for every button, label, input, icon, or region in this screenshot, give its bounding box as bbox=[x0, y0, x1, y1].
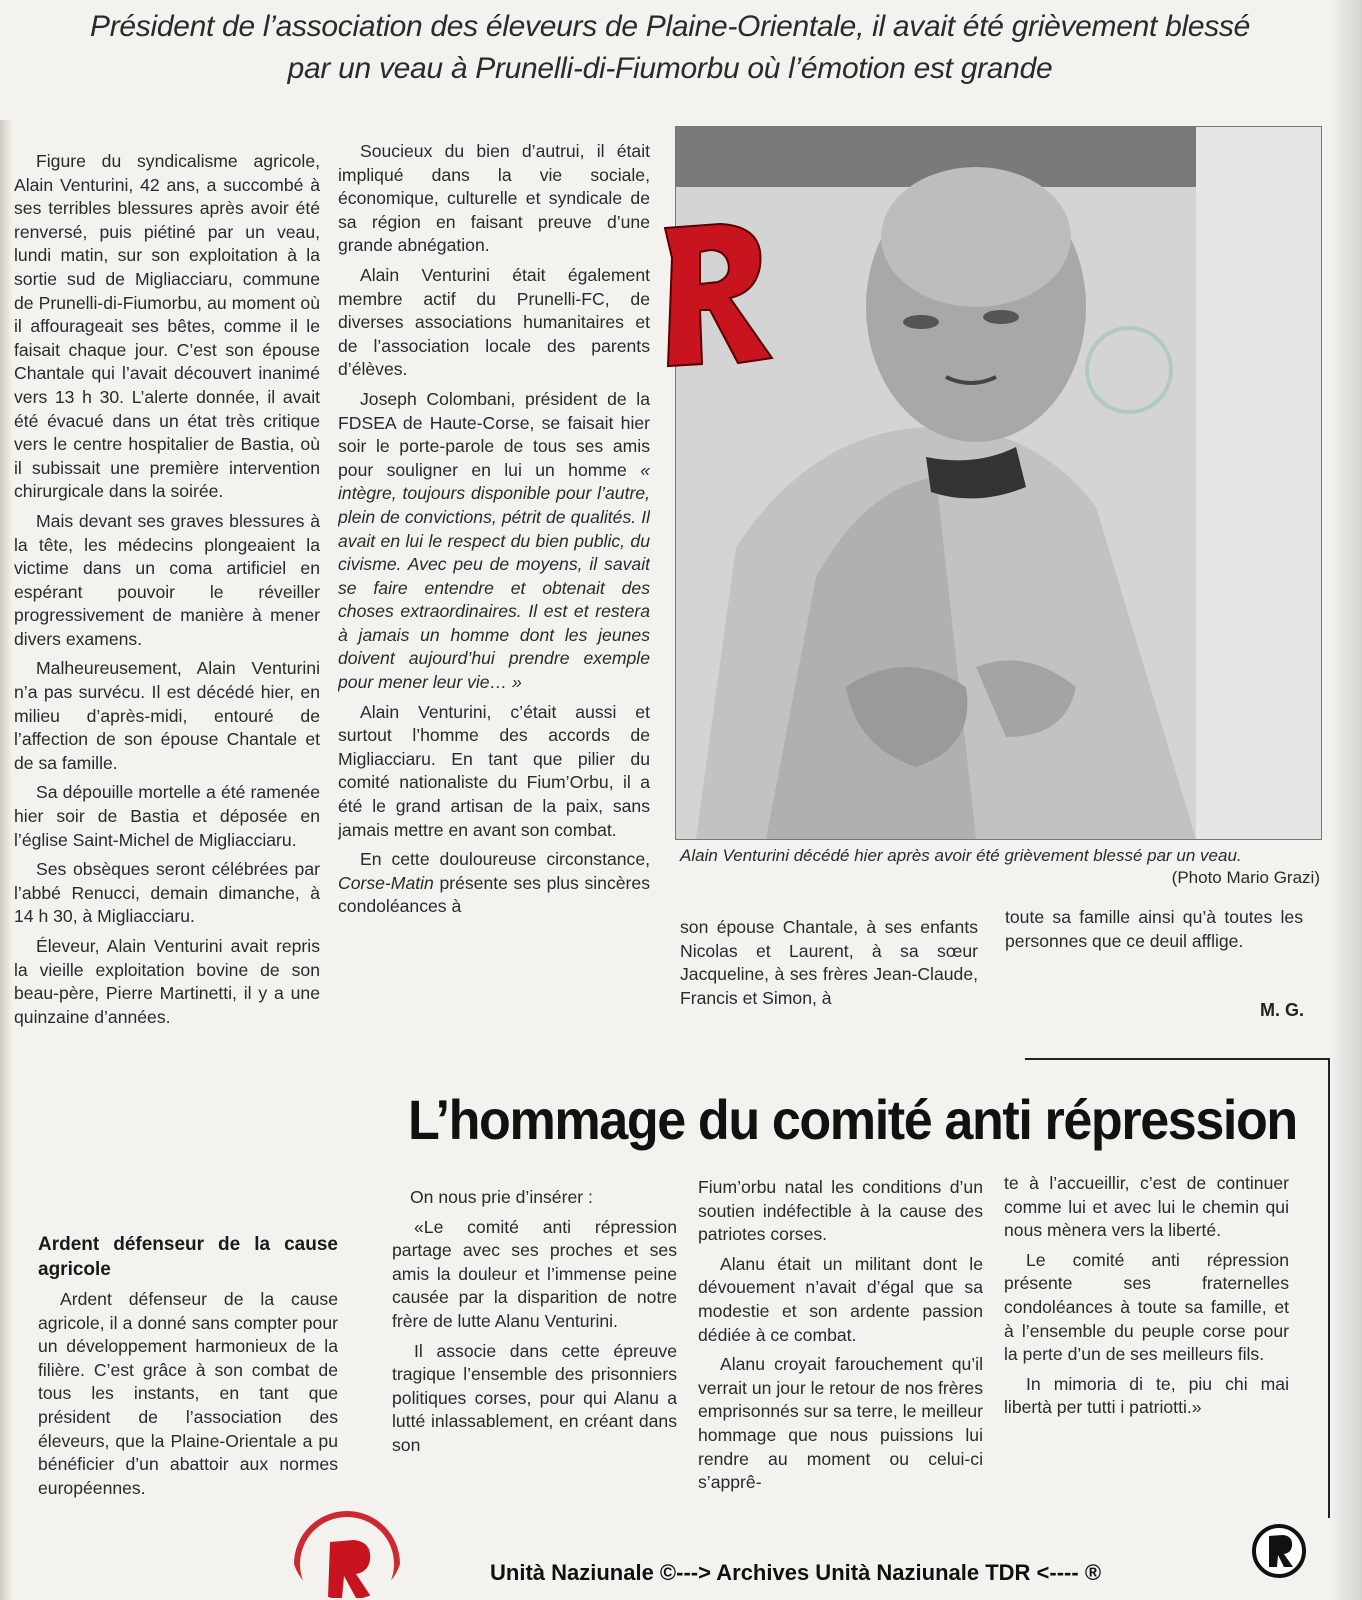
headline-line-1: Président de l’association des éleveurs de Plaine-Orientale, il avait été grièvement blessé bbox=[89, 10, 1250, 43]
condolence-after: présente ses plus sincères condoléances à bbox=[338, 872, 650, 917]
tribute-column-1 bbox=[392, 1186, 677, 1526]
paragraph: «Le comité anti répression partage avec ses proches et ses amis la douleur et l’immense peine causée par la disparition de notre frère de lutte Alanu Venturini. bbox=[392, 1216, 677, 1331]
condolence-before: En cette douloureuse circonstance, bbox=[360, 849, 650, 870]
paragraph: Le comité anti répression présente ses fraternelles condoléances à toute sa famille, et à l’ensemble du peuple corse pour la perte d’un de ses meilleurs fils. bbox=[1004, 1249, 1289, 1365]
quote-paragraph bbox=[338, 388, 650, 695]
paragraph: Éleveur, Alain Venturini avait repris la vieille exploitation bovine de son beau-père, Pierre Martinetti, il y a une quinzaine d’années. bbox=[14, 936, 320, 1027]
paragraph: Alain Venturini, c’était aussi et surtout l’homme des accords de Migliacciaru. En tant que pilier du comité nationaliste du Fium’Orbu, il a été le grand artisan de la paix, sans jamais mettre en avant son combat. bbox=[338, 701, 650, 840]
quote-text: « intègre, toujours disponible pour l’autre, plein de convictions, pétrit de qualités. Il avait en lui le respect du bien public, du civisme. Avec peu de moyens, il savait se faire entendre et obtenait des choses extraordinaires. Il est et restera à jamais un homme dont les jeunes doivent aujourd’hui prendre exemple pour mener leur vie… » bbox=[338, 459, 650, 693]
article-column-2 bbox=[338, 140, 650, 1030]
r-logo-icon bbox=[660, 218, 778, 368]
paragraph: Alanu croyait farouchement qu’il verrait un jour le retour de nos frères emprisonnés sur sa terre, le meilleur hommage que nous puissions lui rendre au moment ou celui-ci s’apprê- bbox=[698, 1354, 983, 1493]
article-column-1 bbox=[14, 150, 320, 1220]
article-column-4 bbox=[1005, 906, 1303, 996]
tribute-column-2 bbox=[698, 1176, 983, 1516]
photo-caption bbox=[680, 845, 1320, 889]
paragraph: Sa dépouille mortelle a été ramenée hier soir de Bastia et déposée en l’église Saint-Michel de Migliacciaru. bbox=[14, 782, 320, 850]
quote-intro: Joseph Colombani, président de la FDSEA de Haute-Corse, se faisait hier soir le porte-parole de tous ses amis pour souligner en lui un homme bbox=[338, 388, 650, 480]
paragraph: toute sa famille ainsi qu’à toutes les personnes que ce deuil afflige. bbox=[1005, 907, 1303, 951]
photo-credit: (Photo Mario Grazi) bbox=[1171, 868, 1320, 887]
paragraph: te à l’accueillir, c’est de continuer comme lui et avec lui le chemin qui nous mènera vers la liberté. bbox=[1004, 1173, 1289, 1241]
paragraph: Mais devant ses graves blessures à la tête, les médecins plongeaient la victime dans un coma artificiel en espérant pouvoir le réveiller progressivement de manière à mener divers examens. bbox=[14, 510, 320, 649]
paragraph: Il associe dans cette épreuve tragique l’ensemble des prisonniers politiques corses, pour qui Alanu a lutté inlassablement, en créant dans son bbox=[392, 1340, 677, 1455]
paragraph: Figure du syndicalisme agricole, Alain Venturini, 42 ans, a succombé à ses terribles blessures après avoir été renversé, puis piétiné par un veau, lundi matin, sur son exploitation à la sortie sud de Migliacciaru, commune de Prunelli-di-Fiumorbu, au moment où il affourageait ses bêtes, comme il le faisait chaque jour. C’est son épouse Chantale qui l’avait découvert inanimé vers 13 h 30. L’alerte donnée, il avait été évacué dans un état très critique vers le centre hospitalier de Bastia, où il subissait une première intervention chirurgicale dans la soirée. bbox=[14, 151, 320, 502]
article-column-3 bbox=[680, 916, 978, 1026]
paragraph: In mimoria di te, piu chi mai libertà per tutti i patriotti.» bbox=[1004, 1373, 1289, 1418]
frame-border-top bbox=[1025, 1058, 1330, 1060]
paragraph: Alain Venturini était également membre actif du Prunelli-FC, de diverses associations humanitaires et de l’association locale des parents d’élèves. bbox=[338, 264, 650, 380]
paragraph: Soucieux du bien d’autrui, il était impliqué dans la vie sociale, économique, culturelle et syndicale de sa région en faisant preuve d’une grande abnégation. bbox=[338, 141, 650, 256]
paragraph bbox=[338, 848, 650, 919]
scan-edge-shadow bbox=[0, 120, 12, 1600]
tribute-title: L’hommage du comité anti répression bbox=[408, 1088, 1297, 1151]
paragraph: Malheureusement, Alain Venturini n’a pas survécu. Il est décédé hier, en milieu d’après-midi, entouré de l’affection de son épouse Chantale et de sa famille. bbox=[14, 658, 320, 773]
scan-edge-right bbox=[1330, 0, 1362, 1600]
paragraph: Ses obsèques seront célébrées par l’abbé Renucci, demain dimanche, à 14 h 30, à Migliacciaru. bbox=[14, 859, 320, 927]
watermark-logo bbox=[1085, 326, 1173, 414]
frame-border-right bbox=[1328, 1058, 1330, 1518]
caption-text: Alain Venturini décédé hier après avoir été grièvement blessé par un veau. bbox=[680, 846, 1242, 865]
tribute-intro: On nous prie d’insérer : bbox=[410, 1187, 593, 1207]
tribute-column-3 bbox=[1004, 1172, 1289, 1492]
footer-right-logo-icon bbox=[1250, 1522, 1308, 1580]
paragraph: Fium’orbu natal les conditions d’un soutien indéfectible à la cause des patriotes corses. bbox=[698, 1177, 983, 1245]
headline-line-2: par un veau à Prunelli-di-Fiumorbu où l’émotion est grande bbox=[287, 52, 1053, 85]
article-headline bbox=[10, 6, 1330, 90]
footer-left-logo-icon bbox=[292, 1502, 402, 1600]
author-signature: M. G. bbox=[1260, 1000, 1304, 1020]
paragraph: son épouse Chantale, à ses enfants Nicolas et Laurent, à sa sœur Jacqueline, à ses frères Jean-Claude, Francis et Simon, à bbox=[680, 917, 978, 1008]
subheading: Ardent défenseur de la cause agricole bbox=[38, 1234, 338, 1280]
article-column-1b bbox=[38, 1232, 338, 1532]
archive-credit-text: Unità Naziunale ©---> Archives Unità Naziunale TDR <---- ® bbox=[490, 1560, 1102, 1585]
paragraph: Alanu était un militant dont le dévouement n’avait d’égal que sa modestie et son ardente passion dédiée à ce combat. bbox=[698, 1253, 983, 1345]
paragraph: Ardent défenseur de la cause agricole, il a donné sans compter pour un développement harmonieux de la filière. C’est grâce à son combat de tous les instants, en tant que président de l’association des éleveurs, que la Plaine-Orientale a pu bénéficier d’un abattoir aux normes européennes. bbox=[38, 1289, 338, 1498]
newspaper-name: Corse-Matin bbox=[338, 872, 434, 893]
